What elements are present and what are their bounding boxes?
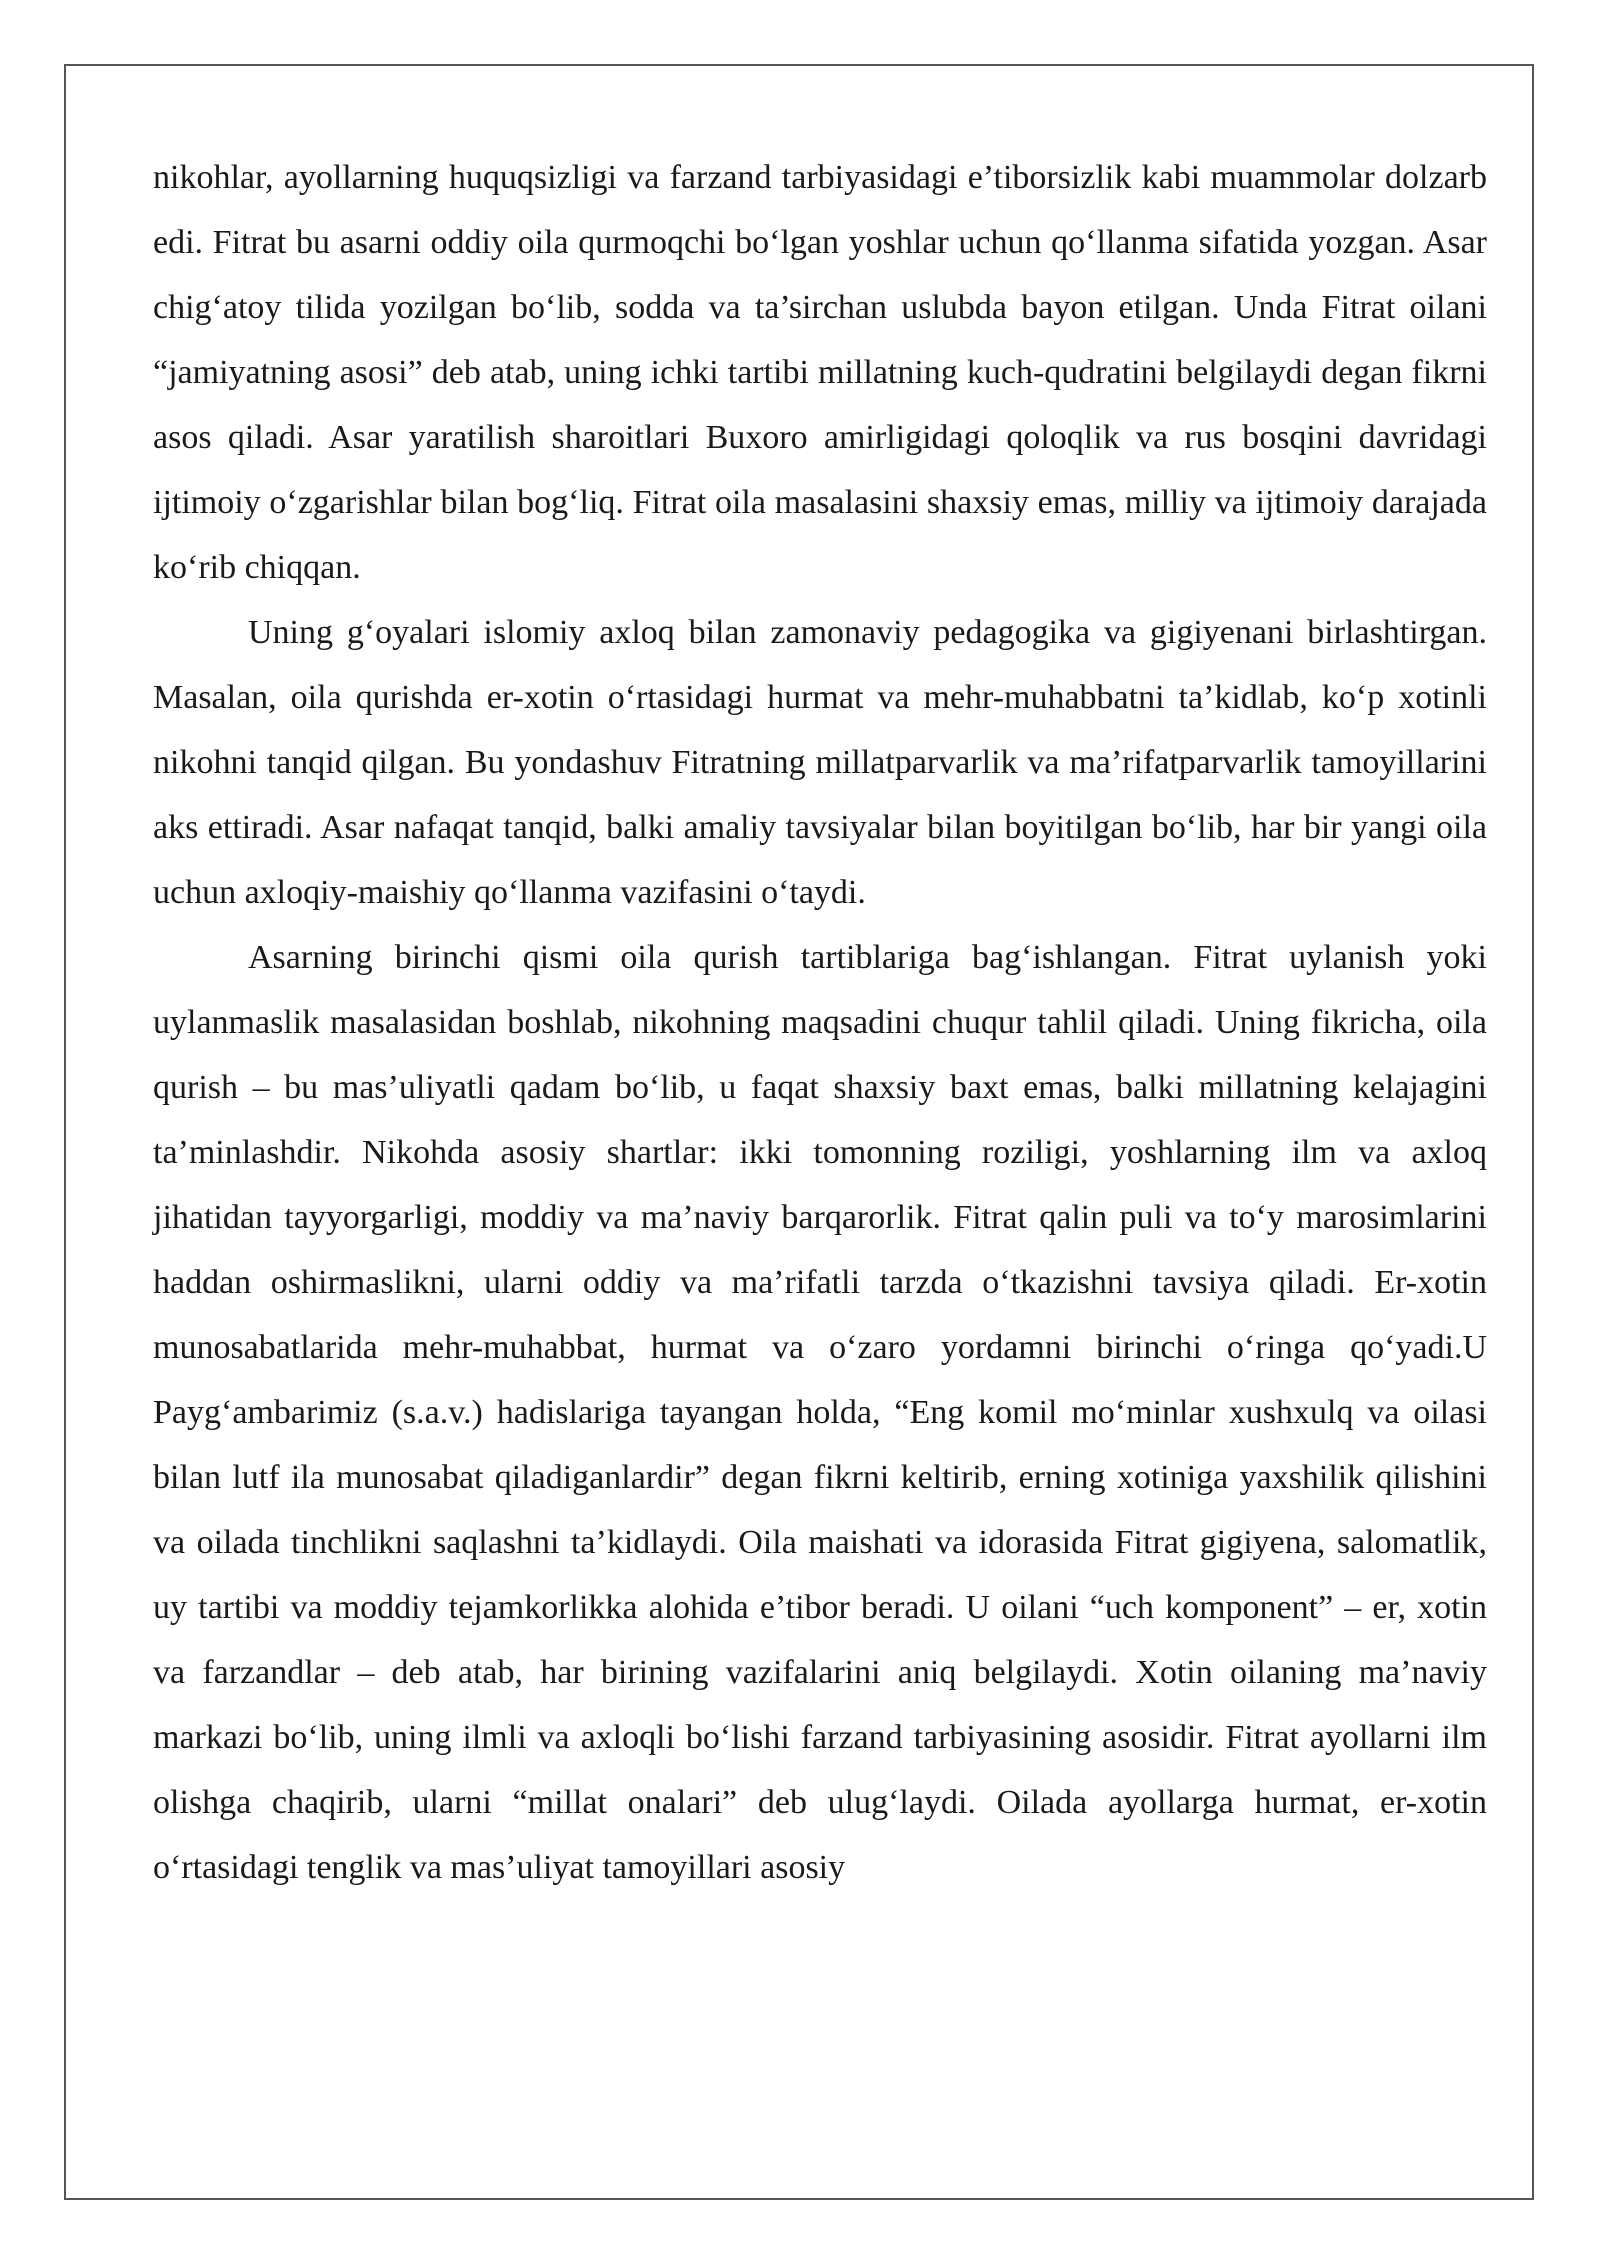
paragraph-first-part: Asarning birinchi qismi oila qurish tartiblariga bag‘ishlangan. Fitrat uylanish yoki uylanmaslik masalasidan boshlab, nikohning maqsadini chuqur tahlil qiladi. Uning fikricha, oila qurish – bu mas’uliyatli qadam bo‘lib, u faqat shaxsiy baxt emas, balki millatning kelajagini ta’minlashdir. Nikohda asosiy shartlar: ikki tomonning roziligi, yoshlarning ilm va axloq jihatidan tayyorgarligi, moddiy va ma’naviy barqarorlik. Fitrat qalin puli va to‘y marosimlarini haddan oshirmaslikni, ularni oddiy va ma’rifatli tarzda o‘tkazishni tavsiya qiladi. Er-xotin munosabatlarida mehr-muhabbat, hurmat va o‘zaro yordamni birinchi o‘ringa qo‘yadi.U Payg‘ambarimiz (s.a.v.) hadislariga tayangan holda, “Eng komil mo‘minlar xushxulq va oilasi bilan lutf ila munosabat qiladiganlardir” degan fikrni keltirib, erning xotiniga yaxshilik qilishini va oilada tinchlikni saqlashni ta’kidlaydi. Oila maishati va idorasida Fitrat gigiyena, salomatlik, uy tartibi va moddiy tejamkorlikka alohida e’tibor beradi. U oilani “uch komponent” – er, xotin va farzandlar – deb atab, har birining vazifalarini aniq belgilaydi. Xotin oilaning ma’naviy markazi bo‘lib, uning ilmli va axloqli bo‘lishi farzand tarbiyasining asosidir. Fitrat ayollarni ilm olishga chaqirib, ularni “millat onalari” deb ulug‘laydi. Oilada ayollarga hurmat, er-xotin o‘rtasidagi tenglik va mas’uliyat tamoyillari asosiy	[153, 939, 1487, 1886]
paragraph-continuation: nikohlar, ayollarning huquqsizligi va farzand tarbiyasidagi e’tiborsizlik kabi muammolar dolzarb edi. Fitrat bu asarni oddiy oila qurmoqchi bo‘lgan yoshlar uchun qo‘llanma sifatida yozgan. Asar chig‘atoy tilida yozilgan bo‘lib, sodda va ta’sirchan uslubda bayon etilgan. Unda Fitrat oilani “jamiyatning asosi” deb atab, uning ichki tartibi millatning kuch-qudratini belgilaydi degan fikrni asos qiladi. Asar yaratilish sharoitlari Buxoro amirligidagi qoloqlik va rus bosqini davridagi ijtimoiy o‘zgarishlar bilan bog‘liq. Fitrat oila masalasini shaxsiy emas, milliy va ijtimoiy darajada ko‘rib chiqqan.	[153, 159, 1487, 586]
paragraph-ideas: Uning g‘oyalari islomiy axloq bilan zamonaviy pedagogika va gigiyenani birlashtirgan. Masalan, oila qurishda er-xotin o‘rtasidagi hurmat va mehr-muhabbatni ta’kidlab, ko‘p xotinli nikohni tanqid qilgan. Bu yondashuv Fitratning millatparvarlik va ma’rifatparvarlik tamoyillarini aks ettiradi. Asar nafaqat tanqid, balki amaliy tavsiyalar bilan boyitilgan bo‘lib, har bir yangi oila uchun axloqiy-maishiy qo‘llanma vazifasini o‘taydi.	[153, 614, 1487, 911]
document-body	[153, 145, 1487, 1900]
